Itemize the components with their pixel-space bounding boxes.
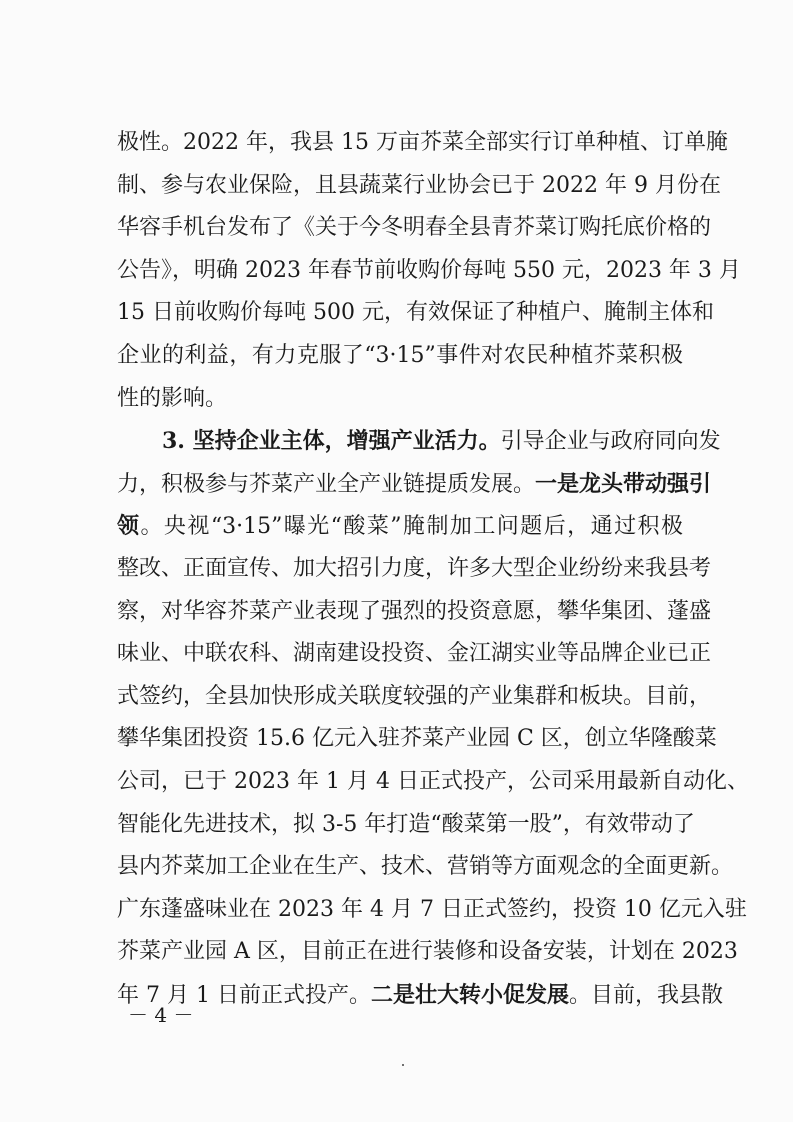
text-run: 企业的利益，有力克服了“3·15”事件对农民种植芥菜积极 [117,343,683,368]
bold-text-run: 领 [117,513,141,540]
text-run: 华容手机台发布了《关于今冬明春全县青芥菜订购托底价格的 [117,215,712,241]
text-line [117,849,734,885]
text-run: 芥菜产业园 A 区，目前正在进行装修和设备安装，计划在 2023 [117,939,738,965]
text-line [162,423,721,459]
text-line [117,125,728,161]
text-run: 公告》，明确 2023 年春节前收购价每吨 550 元，2023 年 3 月 [117,257,741,283]
text-line [117,551,712,587]
text-line [117,466,712,502]
bold-text-run: 3. 坚持企业主体，增强产业活力。 [162,428,501,455]
text-line [117,253,741,289]
text-line [117,764,749,800]
text-run: 攀华集团投资 15.6 亿元入驻芥菜产业园 C 区，创立华隆酸菜 [117,726,717,752]
text-run: 性的影响。 [117,385,228,411]
text-run: 制、参与农业保险，且县蔬菜行业协会已于 2022 年 9 月份在 [117,172,721,198]
text-run: 15 日前收购价每吨 500 元，有效保证了种植户、腌制主体和 [117,300,714,326]
bold-text-run: 二是壮大转小促发展 [370,982,569,1008]
text-run: 县内芥菜加工企业在生产、技术、营销等方面观念的全面更新。 [117,854,734,880]
page-number: － 4 － [128,1003,194,1027]
text-run: 公司，已于 2023 年 1 月 4 日正式投产，公司采用最新自动化、 [117,769,749,794]
text-line [117,934,738,970]
text-run: 。央视“3·15”曝光“酸菜”腌制加工问题后，通过积极 [140,514,683,540]
text-run: 察，对华容芥菜产业表现了强烈的投资意愿，攀华集团、蓬盛 [117,598,712,624]
text-line [117,721,717,757]
text-run: 整改、正面宣传、加大招引力度，许多大型企业纷纷来我县考 [117,556,712,581]
bold-text-run: 一是龙头带动强引 [535,470,712,497]
text-run: 味业、中联农科、湖南建设投资、金江湖实业等品牌企业已正 [117,641,712,667]
text-line [117,210,712,246]
text-line [117,594,712,630]
text-run: 极性。2022 年，我县 15 万亩芥菜全部实行订单种植、订单腌 [117,130,728,155]
text-run: 式签约，全县加快形成关联度较强的产业集群和板块。目前， [117,683,712,709]
text-line [117,381,683,417]
text-line [117,338,683,374]
text-run: 力，积极参与芥菜产业全产业链提质发展。 [117,471,536,497]
text-run: 。目前，我县散 [568,983,723,1008]
text-run: 年 7 月 1 日前正式投产。 [117,983,371,1008]
text-line [117,807,695,843]
text-run: 智能化先进技术，拟 3-5 年打造“酸菜第一股”，有效带动了 [117,811,695,837]
text-line [117,679,712,715]
text-line [117,295,714,331]
text-run: 广东蓬盛味业在 2023 年 4 月 7 日正式签约，投资 10 亿元入驻 [117,896,747,922]
text-line [117,892,747,928]
scan-speck [402,1064,404,1066]
text-line [117,168,721,204]
text-run: 引导企业与政府同向发 [500,429,721,455]
text-line [117,508,683,544]
text-line [117,636,712,672]
